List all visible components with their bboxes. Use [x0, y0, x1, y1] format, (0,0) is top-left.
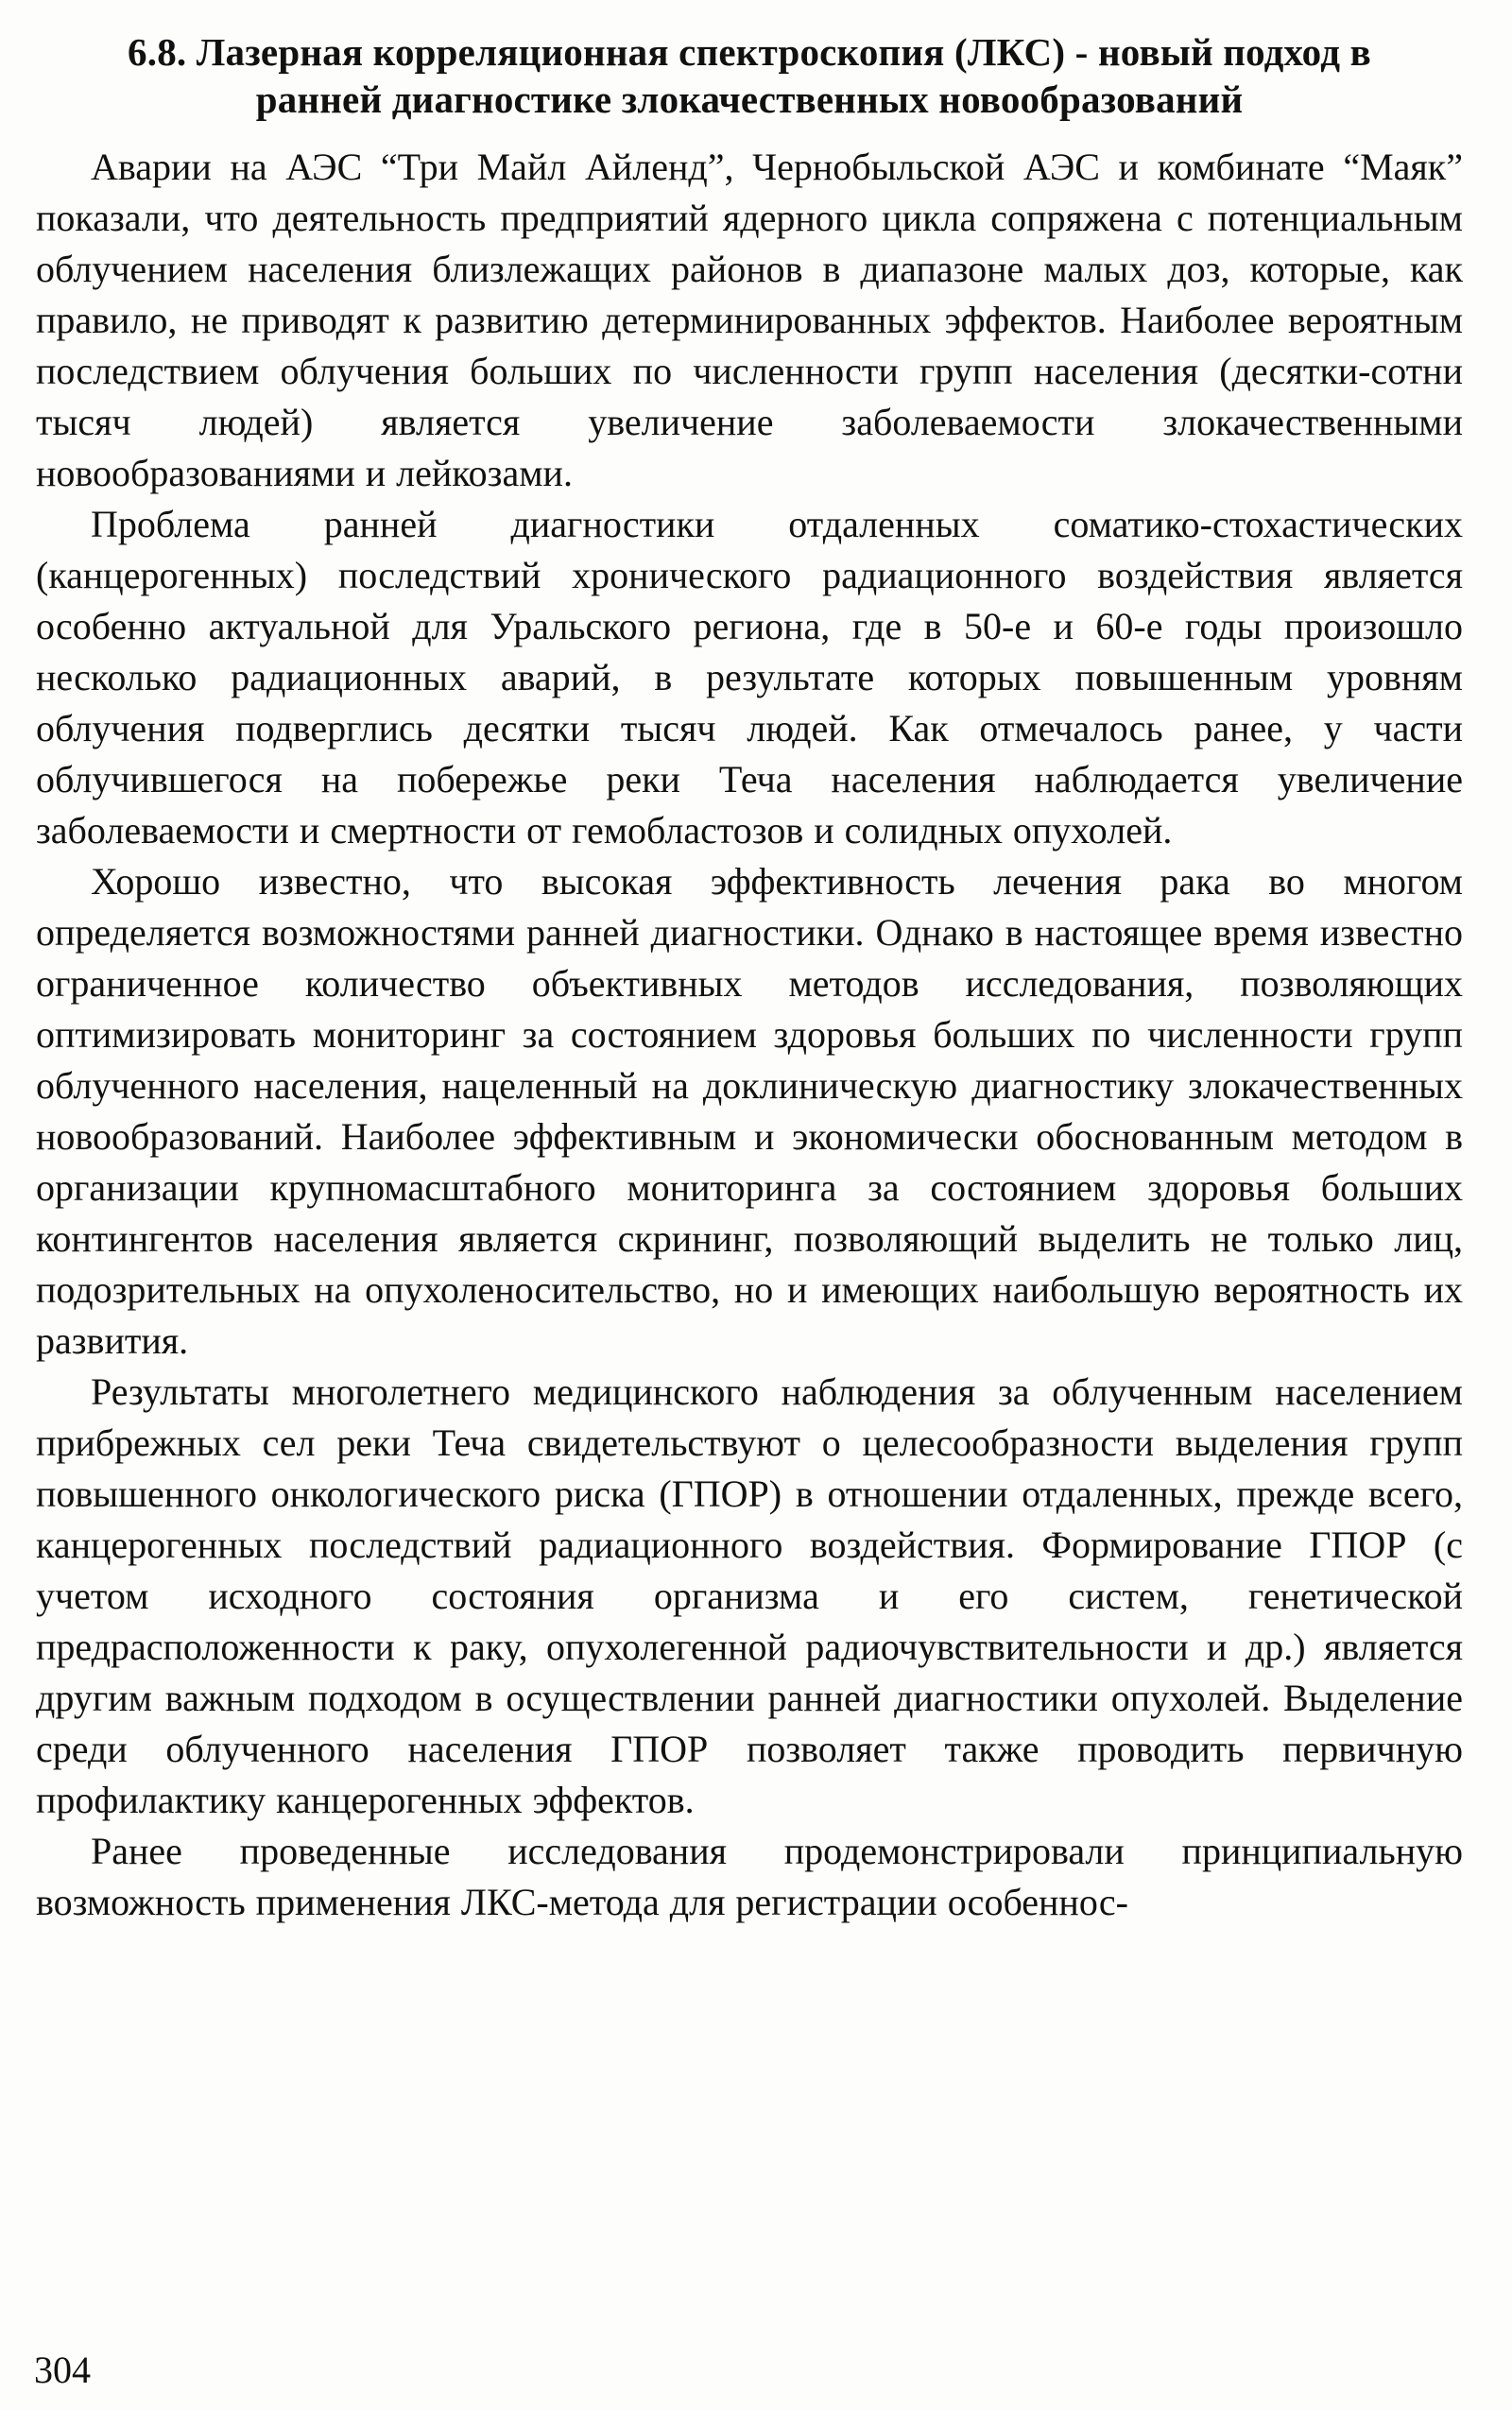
body-text	[36, 142, 1463, 1928]
paragraph: Результаты многолетнего медицинского наблюдения за облученным населением прибрежных сел реки Теча свидетельствуют о целесообразности выделения групп повышенного онкологического риска (ГПОР) в отношении отдаленных, прежде всего, канцерогенных последствий радиационного воздействия. Формирование ГПОР (с учетом исходного состояния организма и его систем, генетической предрасположенности к раку, опухолегенной радиочувствительности и др.) является другим важным подходом в осуществлении ранней диагностики опухолей. Выделение среди облученного населения ГПОР позволяет также проводить первичную профилактику канцерогенных эффектов.	[36, 1370, 1463, 1822]
paragraph: Аварии на АЭС “Три Майл Айленд”, Чернобыльской АЭС и комбинате “Маяк” показали, что деятельность предприятий ядерного цикла сопряжена с потенциальным облучением населения близлежащих районов в диапазоне малых доз, которые, как правило, не приводят к развитию детерминированных эффектов. Наиболее вероятным последствием облучения больших по численности групп населения (десятки-сотни тысяч людей) является увеличение заболеваемости злокачественными новообразованиями и лейкозами.	[36, 146, 1463, 495]
paragraph: Проблема ранней диагностики отдаленных соматико-стохастических (канцерогенных) последствий хронического радиационного воздействия является особенно актуальной для Уральского региона, где в 50-е и 60-е годы произошло несколько радиационных аварий, в результате которых повышенным уровням облучения подверглись десятки тысяч людей. Как отмечалось ранее, у части облучившегося на побережье реки Теча населения наблюдается увеличение заболеваемости и смертности от гемобластозов и солидных опухолей.	[36, 503, 1463, 852]
page-number: 304	[34, 2349, 91, 2391]
paragraph: Хорошо известно, что высокая эффективность лечения рака во многом определяется возможностями ранней диагностики. Однако в настоящее время известно ограниченное количество объективных методов исследования, позволяющих оптимизировать мониторинг за состоянием здоровья больших по численности групп облученного населения, нацеленный на доклиническую диагностику злокачественных новообразований. Наиболее эффективным и экономически обоснованным методом в организации крупномасштабного мониторинга за состоянием здоровья больших контингентов населения является скрининг, позволяющий выделить не только лиц, подозрительных на опухоленосительство, но и имеющих наибольшую вероятность их развития.	[36, 860, 1463, 1363]
section-heading: 6.8. Лазерная корреляционная спектроскопия (ЛКС) - новый подход в ранней диагностике злокачественных новообразований	[128, 30, 1371, 122]
paragraph: Ранее проведенные исследования продемонстрировали принципиальную возможность применения ЛКС-метода для регистрации особеннос-	[36, 1830, 1463, 1924]
